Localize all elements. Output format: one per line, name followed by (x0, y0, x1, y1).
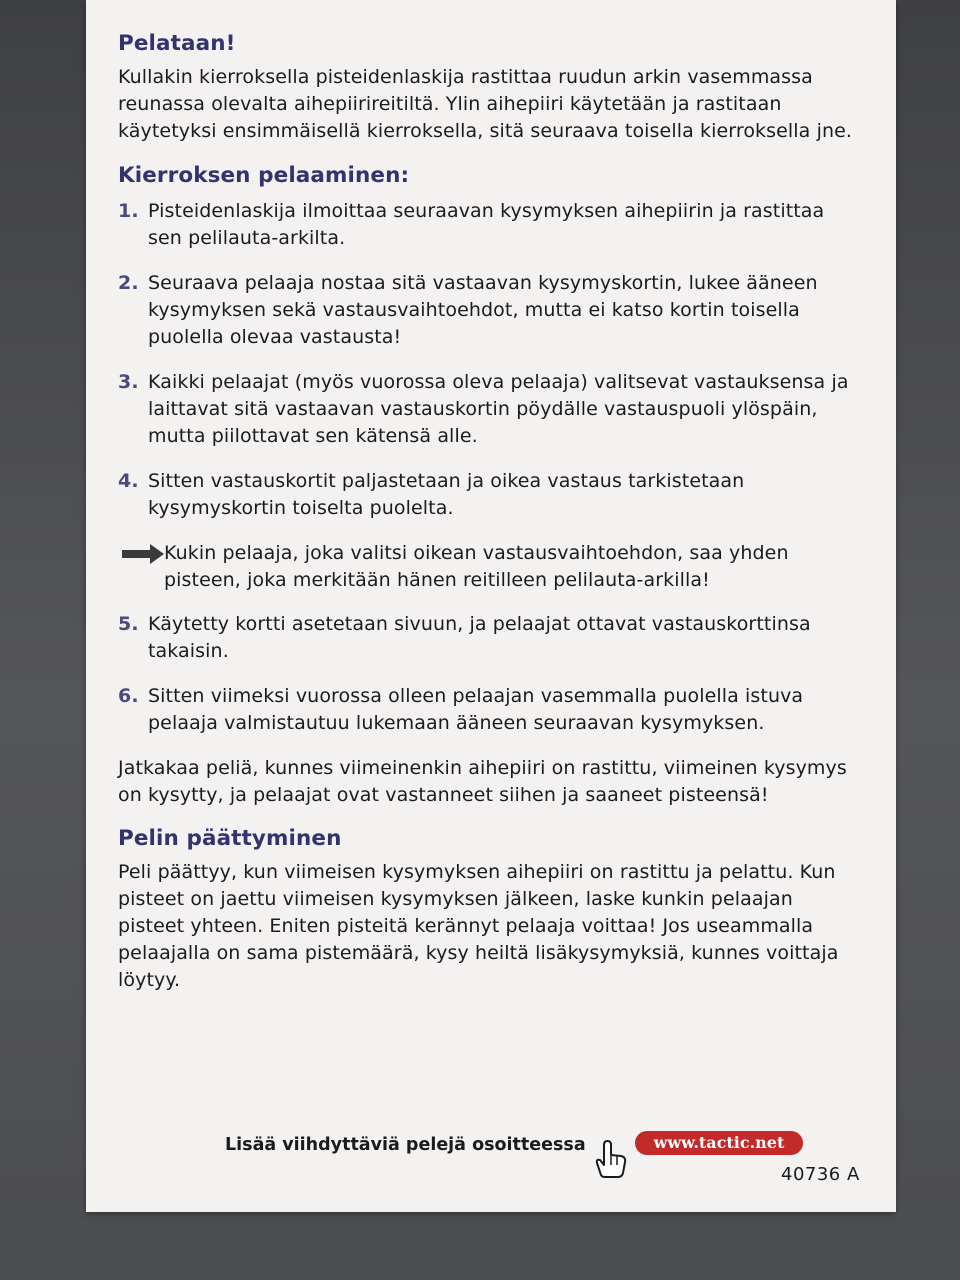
step-number: 1. (118, 200, 139, 222)
heading-play: Pelataan! (118, 31, 236, 56)
step-number: 3. (118, 371, 139, 393)
heading-round: Kierroksen pelaaminen: (118, 163, 410, 188)
step-item (118, 468, 858, 522)
round-steps (118, 198, 858, 522)
rules-content (118, 30, 858, 994)
website-link[interactable]: www.tactic.net (635, 1131, 803, 1155)
arrow-right-icon (122, 544, 164, 564)
step-number: 5. (118, 613, 139, 635)
step-item (118, 270, 858, 351)
play-paragraph: Kullakin kierroksella pisteidenlaskija rastittaa ruudun arkin vasemmassa reunassa olevalta aihepiirireitiltä. Ylin aihepiiri käytetään ja rastitaan käytetyksi ensimmäisellä kierroksella, sitä seuraava toisella kierroksella jne. (118, 66, 853, 142)
step-item (118, 198, 858, 252)
hand-pointer-icon (593, 1135, 633, 1179)
step-text: Sitten viimeksi vuorossa olleen pelaajan vasemmalla puolella istuva pelaaja valmistautuu lukemaan ääneen seuraavan kysymyksen. (148, 685, 804, 734)
scoring-note (118, 540, 858, 594)
step-number: 6. (118, 685, 139, 707)
step-item (118, 683, 858, 737)
step-text: Käytetty kortti asetetaan sivuun, ja pelaajat ottavat vastauskorttinsa takaisin. (148, 613, 811, 662)
footer (225, 1131, 825, 1191)
end-paragraph: Peli päättyy, kun viimeisen kysymyksen aihepiiri on rastittu ja pelattu. Kun pisteet on jaettu viimeisen kysymyksen jälkeen, laske kunkin pelaajan pisteet yhteen. Eniten pisteitä kerännyt pelaaja voittaa! Jos useammalla pelaajalla on sama pistemäärä, kysy heiltä lisäkysymyksiä, kunnes voittaja löytyy. (118, 861, 839, 991)
step-text: Pisteidenlaskija ilmoittaa seuraavan kysymyksen aihepiirin ja rastittaa sen pelilauta-arkilta. (148, 200, 825, 249)
product-code: 40736 A (781, 1164, 860, 1185)
continue-paragraph: Jatkakaa peliä, kunnes viimeinenkin aihepiiri on rastittu, viimeinen kysymys on kysytty, ja pelaajat ovat vastanneet siihen ja saaneet pisteensä! (118, 757, 847, 806)
step-text: Sitten vastauskortit paljastetaan ja oikea vastaus tarkistetaan kysymyskortin toiselta puolelta. (148, 470, 745, 519)
heading-end: Pelin päättyminen (118, 826, 342, 851)
step-number: 4. (118, 470, 139, 492)
step-text: Seuraava pelaaja nostaa sitä vastaavan kysymyskortin, lukee ääneen kysymyksen sekä vastausvaihtoehdot, mutta ei katso kortin toisella puolella olevaa vastausta! (148, 272, 818, 348)
round-steps-continued (118, 611, 858, 737)
step-text: Kaikki pelaajat (myös vuorossa oleva pelaaja) valitsevat vastauksensa ja laittavat sitä vastaavan vastauskortin pöydälle vastauspuoli ylöspäin, mutta piilottavat sen kätensä alle. (148, 371, 849, 447)
footer-text: Lisää viihdyttäviä pelejä osoitteessa (225, 1135, 586, 1155)
note-text: Kukin pelaaja, joka valitsi oikean vastausvaihtoehdon, saa yhden pisteen, joka merkitään hänen reitilleen pelilauta-arkilla! (164, 542, 789, 591)
step-number: 2. (118, 272, 139, 294)
step-item (118, 369, 858, 450)
step-item (118, 611, 858, 665)
